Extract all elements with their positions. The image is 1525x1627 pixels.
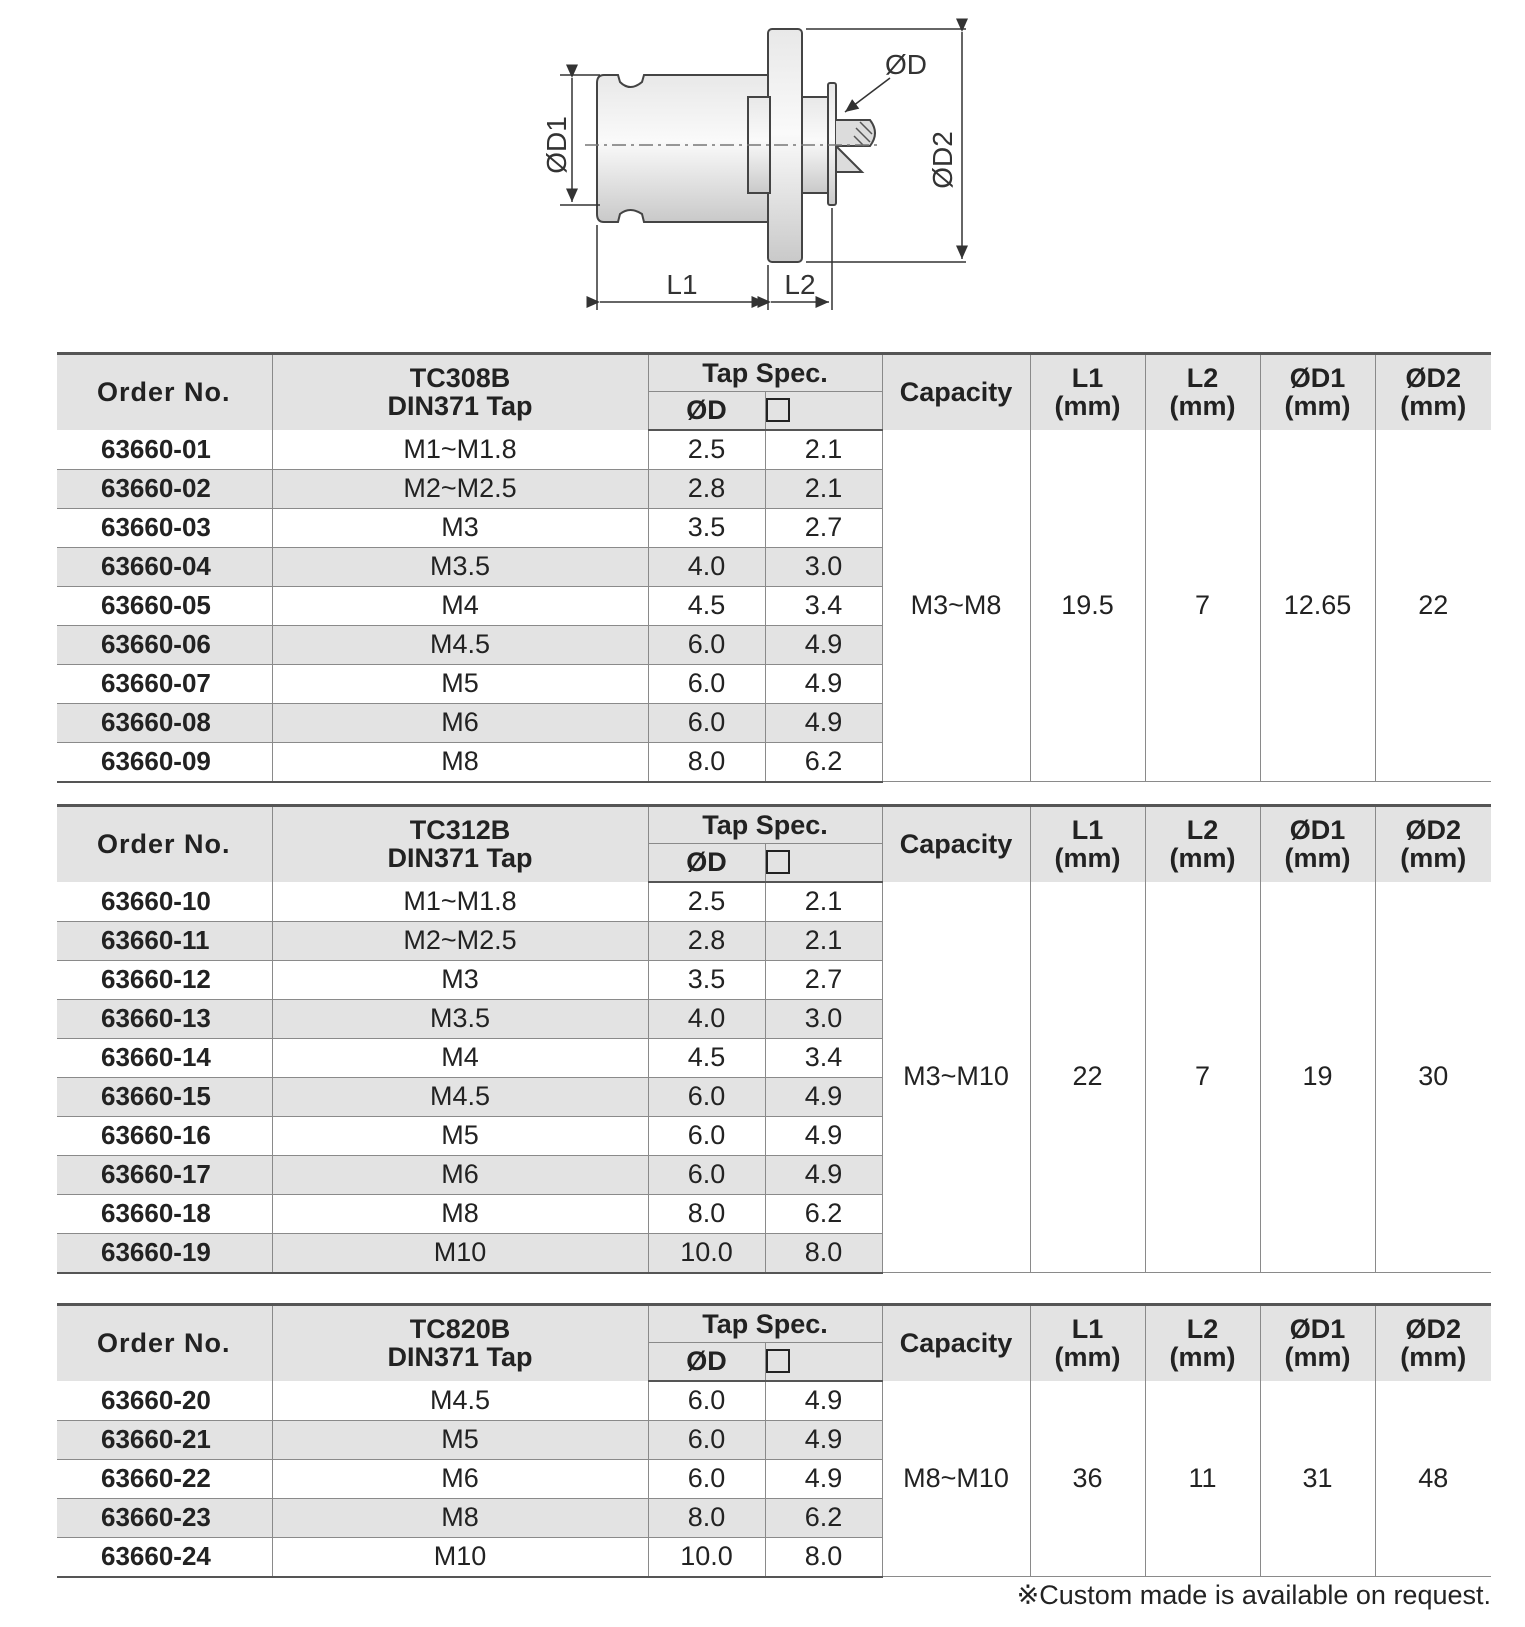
square-icon (766, 398, 790, 422)
shank-diameter: 2.5 (648, 882, 765, 922)
shank-diameter: 2.5 (648, 430, 765, 470)
order-number: 63660-11 (57, 921, 272, 960)
header-model (272, 806, 648, 882)
order-number: 63660-24 (57, 1537, 272, 1577)
tap-size: M6 (272, 1155, 648, 1194)
header-model-name: TC312B (409, 815, 511, 846)
tap-size: M10 (272, 1233, 648, 1273)
tap-size: M1~M1.8 (272, 882, 648, 922)
tap-size: M5 (272, 1420, 648, 1459)
tap-size: M2~M2.5 (272, 469, 648, 508)
header-dia-d: ØD (648, 844, 765, 882)
table-row (57, 882, 1491, 922)
shank-diameter: 6.0 (648, 1155, 765, 1194)
shank-diameter: 6.0 (648, 1116, 765, 1155)
order-number: 63660-17 (57, 1155, 272, 1194)
square-size: 6.2 (765, 1498, 882, 1537)
table-row (57, 430, 1491, 470)
tap-size: M8 (272, 1194, 648, 1233)
tap-size: M4.5 (272, 1077, 648, 1116)
d1-value: 19 (1260, 882, 1375, 1273)
square-size: 4.9 (765, 664, 882, 703)
order-number: 63660-13 (57, 999, 272, 1038)
order-number: 63660-22 (57, 1459, 272, 1498)
shank-diameter: 10.0 (648, 1233, 765, 1273)
square-size: 3.4 (765, 1038, 882, 1077)
square-size: 3.0 (765, 999, 882, 1038)
order-number: 63660-19 (57, 1233, 272, 1273)
header-square (765, 844, 882, 882)
header-tap-standard: DIN371 Tap (387, 843, 533, 874)
square-size: 2.1 (765, 921, 882, 960)
square-size: 2.1 (765, 430, 882, 470)
tap-size: M1~M1.8 (272, 430, 648, 470)
shank-diameter: 8.0 (648, 1498, 765, 1537)
label-d1: ØD1 (541, 116, 572, 174)
footnote: ※Custom made is available on request. (1016, 1580, 1491, 1610)
square-size: 2.7 (765, 508, 882, 547)
header-d1: ØD1 (mm) (1260, 806, 1375, 882)
header-model (272, 354, 648, 430)
order-number: 63660-07 (57, 664, 272, 703)
header-square (765, 392, 882, 430)
order-number: 63660-10 (57, 882, 272, 922)
header-l2: L2 (mm) (1145, 354, 1260, 430)
square-size: 6.2 (765, 742, 882, 782)
square-size: 4.9 (765, 1077, 882, 1116)
l1-value: 22 (1030, 882, 1145, 1273)
tap-collet-diagram (0, 0, 1525, 320)
header-l1: L1 (mm) (1030, 354, 1145, 430)
spec-table-tc820b (57, 1303, 1491, 1578)
order-number: 63660-04 (57, 547, 272, 586)
square-size: 4.9 (765, 1155, 882, 1194)
header-l1: L1 (mm) (1030, 1305, 1145, 1381)
order-number: 63660-01 (57, 430, 272, 470)
square-size: 2.1 (765, 469, 882, 508)
capacity-value: M8~M10 (882, 1381, 1030, 1577)
order-number: 63660-20 (57, 1381, 272, 1421)
tap-size: M8 (272, 742, 648, 782)
table-row (57, 1381, 1491, 1421)
square-icon (766, 1349, 790, 1373)
shank-diameter: 8.0 (648, 742, 765, 782)
l1-value: 19.5 (1030, 430, 1145, 782)
square-size: 4.9 (765, 625, 882, 664)
square-size: 8.0 (765, 1537, 882, 1577)
tap-size: M8 (272, 1498, 648, 1537)
l2-value: 11 (1145, 1381, 1260, 1577)
tap-size: M4.5 (272, 625, 648, 664)
header-model-name: TC308B (409, 363, 511, 394)
header-model-name: TC820B (409, 1314, 511, 1345)
header-capacity: Capacity (882, 354, 1030, 430)
shank-diameter: 4.0 (648, 999, 765, 1038)
header-d1: ØD1 (mm) (1260, 354, 1375, 430)
shank-diameter: 4.5 (648, 586, 765, 625)
order-number: 63660-21 (57, 1420, 272, 1459)
header-dia-d: ØD (648, 392, 765, 430)
tap-size: M4.5 (272, 1381, 648, 1421)
header-capacity: Capacity (882, 806, 1030, 882)
square-size: 4.9 (765, 1420, 882, 1459)
square-size: 4.9 (765, 703, 882, 742)
l2-value: 7 (1145, 882, 1260, 1273)
tap-size: M10 (272, 1537, 648, 1577)
square-size: 6.2 (765, 1194, 882, 1233)
square-size: 4.9 (765, 1381, 882, 1421)
shank-diameter: 3.5 (648, 508, 765, 547)
d1-value: 31 (1260, 1381, 1375, 1577)
shank-diameter: 6.0 (648, 625, 765, 664)
order-number: 63660-03 (57, 508, 272, 547)
order-number: 63660-14 (57, 1038, 272, 1077)
label-d2: ØD2 (927, 131, 958, 189)
header-tap-spec: Tap Spec. (648, 1305, 882, 1343)
square-size: 3.0 (765, 547, 882, 586)
shank-diameter: 4.5 (648, 1038, 765, 1077)
tap-size: M6 (272, 1459, 648, 1498)
shank-diameter: 2.8 (648, 921, 765, 960)
capacity-value: M3~M8 (882, 430, 1030, 782)
header-order-no: Order No. (57, 354, 272, 430)
header-d2: ØD2 (mm) (1375, 354, 1491, 430)
header-capacity: Capacity (882, 1305, 1030, 1381)
tap-size: M4 (272, 1038, 648, 1077)
tap-size: M4 (272, 586, 648, 625)
square-size: 4.9 (765, 1116, 882, 1155)
capacity-value: M3~M10 (882, 882, 1030, 1273)
header-model (272, 1305, 648, 1381)
shank-diameter: 4.0 (648, 547, 765, 586)
order-number: 63660-08 (57, 703, 272, 742)
tap-size: M5 (272, 664, 648, 703)
header-tap-standard: DIN371 Tap (387, 391, 533, 422)
header-l2: L2 (mm) (1145, 806, 1260, 882)
d2-value: 22 (1375, 430, 1491, 782)
order-number: 63660-12 (57, 960, 272, 999)
l1-value: 36 (1030, 1381, 1145, 1577)
tap-size: M2~M2.5 (272, 921, 648, 960)
tap-size: M3 (272, 508, 648, 547)
order-number: 63660-09 (57, 742, 272, 782)
header-l2: L2 (mm) (1145, 1305, 1260, 1381)
label-l2: L2 (784, 269, 816, 300)
header-d2: ØD2 (mm) (1375, 1305, 1491, 1381)
square-size: 8.0 (765, 1233, 882, 1273)
tap-size: M6 (272, 703, 648, 742)
order-number: 63660-23 (57, 1498, 272, 1537)
shank-diameter: 2.8 (648, 469, 765, 508)
header-tap-standard: DIN371 Tap (387, 1342, 533, 1373)
spec-table-tc312b (57, 804, 1491, 1274)
shank-diameter: 8.0 (648, 1194, 765, 1233)
label-d: ØD (885, 49, 927, 80)
shank-diameter: 10.0 (648, 1537, 765, 1577)
order-number: 63660-06 (57, 625, 272, 664)
order-number: 63660-05 (57, 586, 272, 625)
shank-diameter: 6.0 (648, 664, 765, 703)
shank-diameter: 6.0 (648, 1077, 765, 1116)
shank-diameter: 3.5 (648, 960, 765, 999)
label-l1: L1 (666, 269, 698, 300)
header-dia-d: ØD (648, 1343, 765, 1381)
header-order-no: Order No. (57, 1305, 272, 1381)
spec-table-tc308b (57, 352, 1491, 783)
order-number: 63660-18 (57, 1194, 272, 1233)
shank-diameter: 6.0 (648, 1420, 765, 1459)
header-order-no: Order No. (57, 806, 272, 882)
d2-value: 48 (1375, 1381, 1491, 1577)
header-d1: ØD1 (mm) (1260, 1305, 1375, 1381)
order-number: 63660-16 (57, 1116, 272, 1155)
shank-diameter: 6.0 (648, 703, 765, 742)
square-size: 3.4 (765, 586, 882, 625)
header-tap-spec: Tap Spec. (648, 354, 882, 392)
square-size: 2.1 (765, 882, 882, 922)
shank-diameter: 6.0 (648, 1381, 765, 1421)
header-square (765, 1343, 882, 1381)
tap-size: M3 (272, 960, 648, 999)
d2-value: 30 (1375, 882, 1491, 1273)
shank-diameter: 6.0 (648, 1459, 765, 1498)
square-size: 4.9 (765, 1459, 882, 1498)
tap-size: M5 (272, 1116, 648, 1155)
order-number: 63660-15 (57, 1077, 272, 1116)
tap-size: M3.5 (272, 999, 648, 1038)
square-icon (766, 850, 790, 874)
square-size: 2.7 (765, 960, 882, 999)
d1-value: 12.65 (1260, 430, 1375, 782)
order-number: 63660-02 (57, 469, 272, 508)
header-l1: L1 (mm) (1030, 806, 1145, 882)
header-d2: ØD2 (mm) (1375, 806, 1491, 882)
header-tap-spec: Tap Spec. (648, 806, 882, 844)
l2-value: 7 (1145, 430, 1260, 782)
tap-size: M3.5 (272, 547, 648, 586)
